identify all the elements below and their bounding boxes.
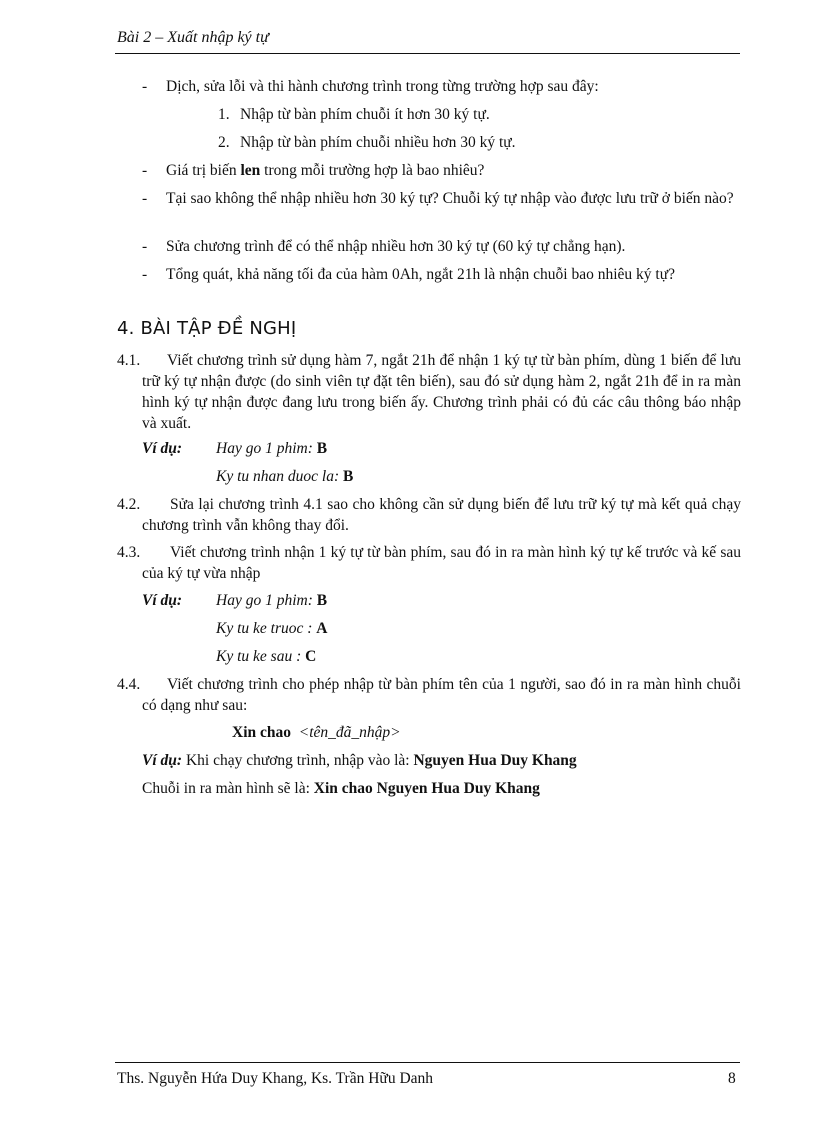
exercise-4-4 (117, 674, 741, 716)
numbered-item (218, 132, 516, 153)
example-line (216, 590, 327, 611)
variable-name: len (240, 162, 261, 179)
example-value: C (305, 648, 317, 665)
exercise-4-3 (117, 542, 741, 584)
footer-authors: Ths. Nguyễn Hứa Duy Khang, Ks. Trần Hữu Danh (117, 1070, 434, 1087)
example-prompt: Ky tu ke sau : (216, 648, 302, 665)
bullet-text-lead: Giá trị biến (166, 162, 237, 179)
output-format (232, 722, 401, 743)
example-line (216, 438, 327, 459)
exercise-4-2 (117, 494, 741, 536)
bullet-dash: - (142, 162, 148, 179)
example-value: A (316, 620, 328, 637)
example-prompt: Hay go 1 phim: (216, 592, 313, 609)
bullet-text: Dịch, sửa lỗi và thi hành chương trình trong từng trường hợp sau đây: (166, 78, 599, 95)
example-prompt: Ky tu ke truoc : (216, 620, 313, 637)
example-run-line (142, 750, 577, 771)
example-line (216, 618, 328, 639)
exercise-text-content: Sửa lại chương trình 4.1 sao cho không cần sử dụng biến để lưu trữ ký tự mà kết quả chạy chương trình vẫn không thay đổi. (142, 496, 741, 534)
exercise-4-1 (117, 350, 741, 434)
bullet-dash: - (142, 190, 148, 207)
numbered-text: Nhập từ bàn phím chuỗi nhiều hơn 30 ký tự. (240, 134, 516, 151)
example-run-value: Nguyen Hua Duy Khang (413, 752, 577, 769)
bullet-text: Tại sao không thể nhập nhiều hơn 30 ký tự? Chuỗi ký tự nhập vào được lưu trữ ở biến nào? (166, 190, 734, 207)
page-header-title: Bài 2 – Xuất nhập ký tự (117, 29, 269, 46)
exercise-number: 4.1. (117, 352, 141, 369)
section-heading: 4. BÀI TẬP ĐỀ NGHỊ (117, 318, 297, 339)
exercise-text (117, 542, 741, 584)
example-output-line (142, 778, 540, 799)
exercise-number: 4.3. (117, 544, 141, 561)
example-label: Ví dụ: (142, 592, 183, 609)
bullet-dash: - (142, 78, 148, 95)
exercise-text-content: Viết chương trình sử dụng hàm 7, ngắt 21h để nhận 1 ký tự từ bàn phím, dùng 1 biến để lưu trữ ký tự nhận được (do sinh viên tự đặt tên biến), sau đó sử dụng hàm 2, ngắt 21h để in ra màn hình ký tự nhận được đang lưu trong biến ấy. Chương trình phải có đủ các câu thông báo nhập và xuất. (142, 352, 741, 432)
example-value: B (316, 440, 328, 457)
example-prompt: Hay go 1 phim: (216, 440, 313, 457)
numbered-text: Nhập từ bàn phím chuỗi ít hơn 30 ký tự. (240, 106, 490, 123)
exercise-text-content: Viết chương trình nhận 1 ký tự từ bàn phím, sau đó in ra màn hình ký tự kế trước và kế sau của ký tự vừa nhập (142, 544, 741, 582)
exercise-number: 4.4. (117, 676, 141, 693)
exercise-text (117, 674, 741, 716)
example-prompt: Ky tu nhan duoc la: (216, 468, 340, 485)
example-output-text: Chuỗi in ra màn hình sẽ là: (142, 780, 310, 797)
bullet-text (166, 160, 740, 181)
output-format-placeholder: <tên_đã_nhập> (298, 724, 401, 741)
exercise-text (117, 494, 741, 536)
numbered-item (218, 104, 490, 125)
bullet-dash: - (142, 266, 148, 283)
example-value: B (316, 592, 328, 609)
footer-divider (115, 1062, 740, 1063)
numbered-label: 1. (218, 106, 230, 123)
example-label: Ví dụ: (142, 440, 183, 457)
example-run-text: Khi chạy chương trình, nhập vào là: (185, 752, 410, 769)
bullet-text-rest: trong mỗi trường hợp là bao nhiêu? (264, 162, 485, 179)
header-divider (115, 53, 740, 54)
example-value: B (343, 468, 354, 485)
exercise-number: 4.2. (117, 496, 141, 513)
bullet-dash: - (142, 238, 148, 255)
example-output-value: Xin chao Nguyen Hua Duy Khang (313, 780, 540, 797)
bullet-text: Sửa chương trình để có thể nhập nhiều hơn 30 ký tự (60 ký tự chẳng hạn). (166, 238, 626, 255)
exercise-text (117, 350, 741, 434)
numbered-label: 2. (218, 134, 230, 151)
output-format-greeting: Xin chao (232, 724, 291, 741)
example-line (216, 466, 353, 487)
exercise-text-content: Viết chương trình cho phép nhập từ bàn phím tên của 1 người, sao đó in ra màn hình chuỗi có dạng như sau: (142, 676, 741, 714)
example-line (216, 646, 316, 667)
page-number: 8 (728, 1070, 736, 1087)
bullet-text: Tổng quát, khả năng tối đa của hàm 0Ah, ngắt 21h là nhận chuỗi bao nhiêu ký tự? (166, 266, 676, 283)
example-label: Ví dụ: (142, 752, 183, 769)
